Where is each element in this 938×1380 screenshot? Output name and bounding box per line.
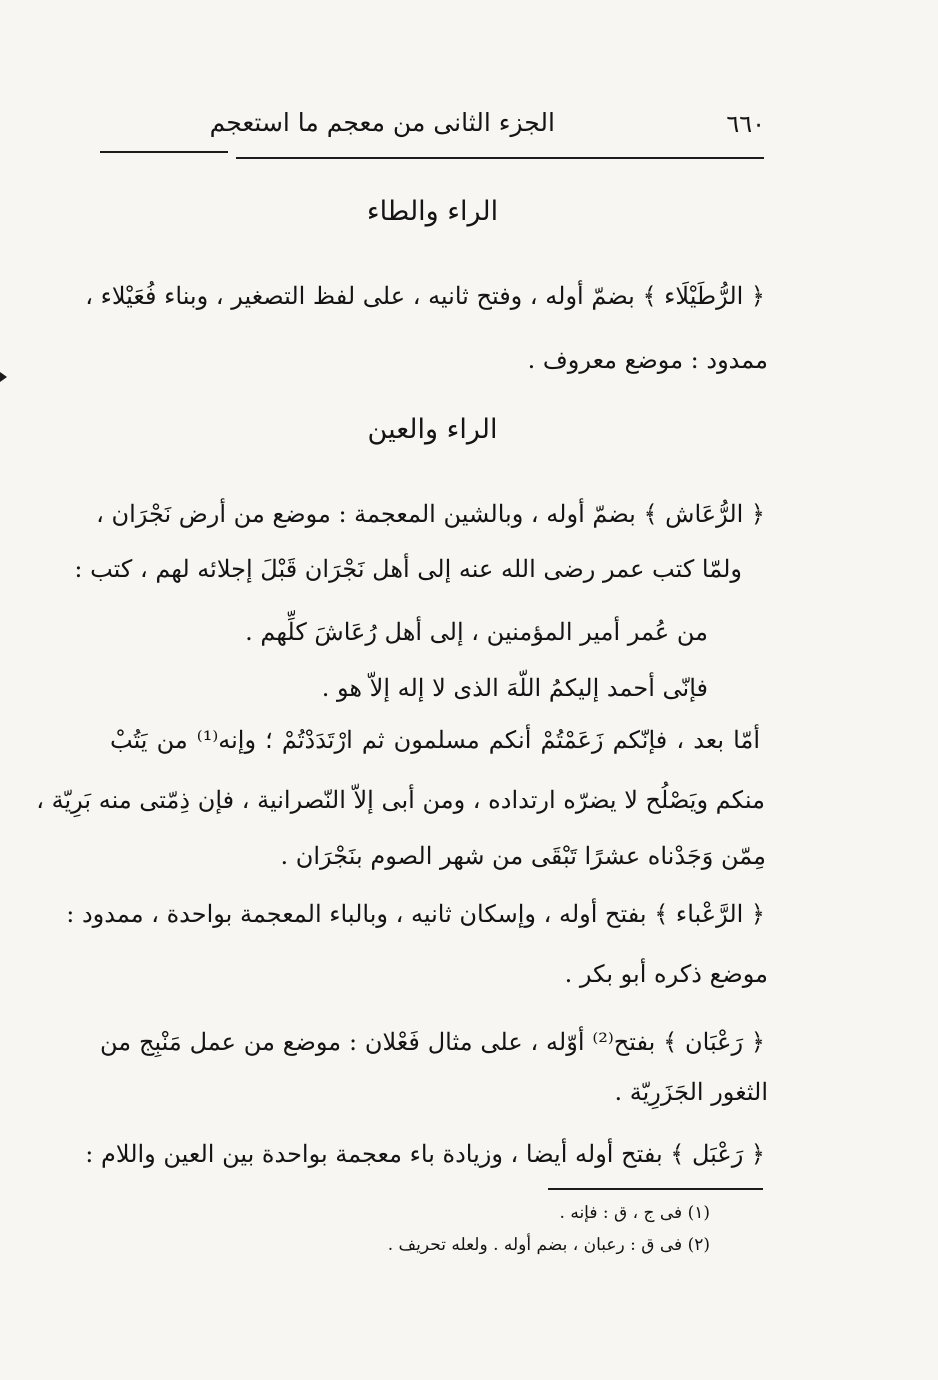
quote-line: من عُمر أمير المؤمنين ، إلى أهل رُعَاشَ كلِّهم .	[245, 618, 708, 646]
footnote-2: (٢) فى ق : رعبان ، بضم أوله . ولعله تحريف .	[387, 1235, 710, 1255]
quote-line: منكم ويَصْلُح لا يضرّه ارتداده ، ومن أبى إلاّ النّصرانية ، فإن ذِمّتى منه بَرِيّة ،	[36, 786, 765, 814]
entry-line: ﴿ رَعْبَل ﴾ بفتح أوله أيضا ، وزيادة باء معجمة بواحدة بين العين واللام :	[85, 1140, 765, 1168]
running-title: الجزء الثانى من معجم ما استعجم	[209, 108, 555, 137]
footnote-1: (١) فى ج ، ق : فإنه .	[559, 1203, 710, 1223]
header-rule-long	[236, 157, 764, 159]
page-number: ٦٦٠	[726, 110, 765, 138]
entry-line: ﴿ رَعْبَان ﴾ بفتح⁽²⁾ أوّله ، على مثال فَعْلان : موضع من عمل مَنْبِج من	[100, 1028, 765, 1056]
entry-line: ﴿ الرَّعْباء ﴾ بفتح أوله ، وإسكان ثانيه ، وبالباء المعجمة بواحدة ، ممدود :	[66, 900, 765, 928]
entry-line: ممدود : موضع معروف .	[527, 346, 768, 374]
quote-line: فإنّى أحمد إليكمُ اللّهَ الذى لا إله إلاّ هو .	[321, 674, 708, 702]
entry-line: ولمّا كتب عمر رضى الله عنه إلى أهل نَجْرَان قَبْلَ إجلائه لهم ، كتب :	[74, 555, 742, 583]
header-rule-short	[100, 151, 228, 153]
footnote-rule	[548, 1188, 763, 1190]
entry-line: ﴿ الرُّعَاش ﴾ بضمّ أوله ، وبالشين المعجمة : موضع من أرض نَجْرَان ،	[96, 500, 765, 528]
section-heading-ra-ayn: الراء والعين	[367, 414, 498, 445]
entry-line: ﴿ الرُّطَيْلَاء ﴾ بضمّ أوله ، وفتح ثانيه ، على لفظ التصغير ، وبناء فُعَيْلاء ،	[85, 282, 765, 310]
quote-line: مِمّن وَجَدْناه عشرًا تَبْقَى من شهر الصوم بنَجْرَان .	[280, 842, 766, 870]
margin-mark-icon	[0, 372, 7, 382]
entry-line: موضع ذكره أبو بكر .	[564, 960, 768, 988]
entry-line: الثغور الجَزَرِيّة .	[614, 1078, 768, 1106]
section-heading-ra-ta: الراء والطاء	[366, 196, 499, 227]
quote-line: أمّا بعد ، فإنّكم زَعَمْتُمْ أنكم مسلمون ثم ارْتَدَدْتُمْ ؛ وإنه⁽¹⁾ من يَتُبْ	[110, 726, 761, 754]
running-header	[100, 108, 765, 148]
